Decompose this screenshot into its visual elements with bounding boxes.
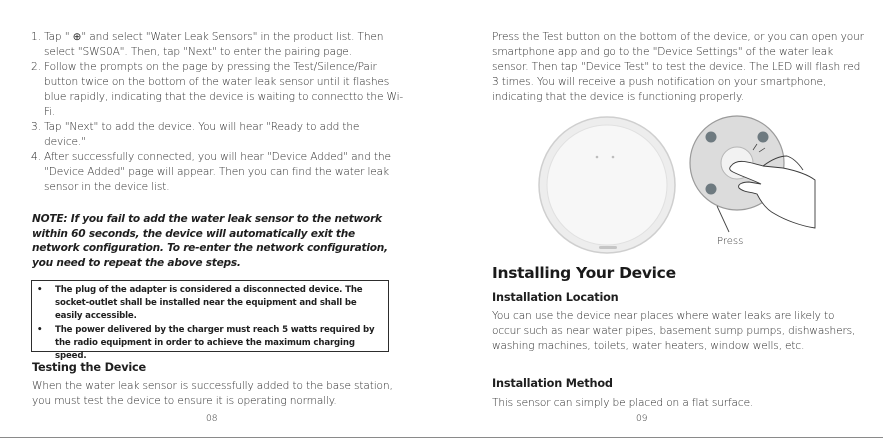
step-1: 1. Tap " ⊕" and select "Water Leak Sensors" in the product list. Then select "SWS0A". Then, tap "Next" to enter the pairing page.	[31, 31, 384, 58]
page-left	[0, 0, 440, 442]
sensor-led	[612, 156, 615, 159]
installation-method-text: This sensor can simply be placed on a flat surface.	[492, 397, 754, 409]
sensor-face	[547, 125, 667, 245]
testing-text: When the water leak sensor is successfully added to the base station, you must test the device to ensure it is operating normally.	[32, 380, 393, 407]
sensor-led	[596, 156, 599, 159]
step-2: 2. Follow the prompts on the page by pressing the Test/Silence/Pair button twice on the bottom of the water leak sensor until it flashes blue rapidly, indicating that the device is waiting to connectto the Wi-Fi.	[31, 61, 404, 118]
testing-heading: Testing the Device	[32, 361, 146, 374]
network-note: NOTE: If you fail to add the water leak sensor to the network within 60 seconds, the device will automatically exit the network configuration. To re-enter the network configuration, you need to repeat the above steps.	[32, 213, 388, 269]
installation-location-text: You can use the device near places where water leaks are likely to occur such as near water pipes, basement sump pumps, dishwashers, washing machines, toilets, water heaters, window wells, etc.	[492, 310, 856, 352]
safety-warning-box	[31, 280, 389, 362]
press-label: Press	[717, 236, 744, 247]
device-test-text: Press the Test button on the bottom of the device, or you can open your smartphone app and go to the "Device Settings" of the water leak sensor. Then tap "Device Test" to test the device. The LED will flash red 3 times. You will receive a push notification on your smartphone, indicating that the device is functioning properly.	[492, 31, 864, 103]
pairing-steps	[32, 30, 404, 195]
sensor-foot	[758, 132, 769, 143]
page-number-left: 08	[206, 414, 218, 424]
device-press-illustration	[517, 110, 817, 260]
page-number-right: 09	[636, 414, 648, 424]
warning-item: • The power delivered by the charger must reach 5 watts required by the radio equipment in order to achieve the maximum charging speed.	[37, 324, 375, 362]
installation-method-heading: Installation Method	[492, 377, 613, 390]
step-4: 4. After successfully connected, you will hear "Device Added" and the "Device Added" page will appear. Then you can find the water leak sensor in the device list.	[31, 151, 391, 193]
step-3: 3. Tap "Next" to add the device. You will hear "Ready to add the device."	[31, 121, 360, 148]
pointer-line	[717, 206, 729, 232]
sensor-foot	[706, 132, 717, 143]
warning-item: • The plug of the adapter is considered a disconnected device. The socket-outlet shall be installed near the equipment and shall be easily accessible.	[37, 285, 363, 322]
page-right	[442, 0, 883, 442]
installing-heading: Installing Your Device	[492, 264, 676, 282]
bottom-rule	[0, 437, 883, 438]
installation-location-heading: Installation Location	[492, 291, 619, 304]
sensor-logo-mark	[599, 246, 617, 249]
sensor-foot	[706, 184, 717, 195]
